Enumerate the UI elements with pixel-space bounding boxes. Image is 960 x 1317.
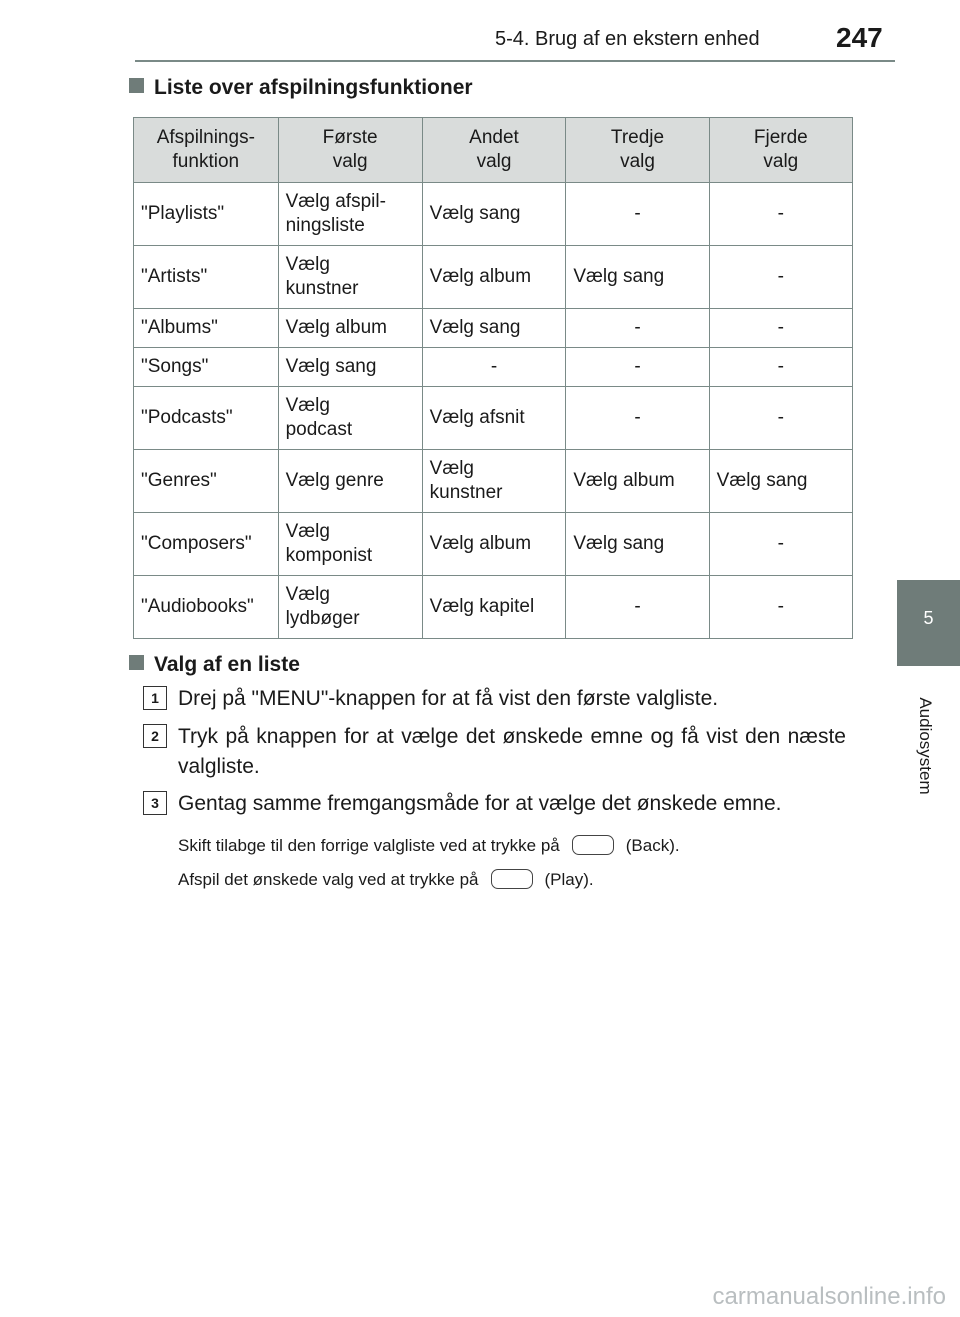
table-header-cell: Afspilnings- funktion — [134, 118, 279, 183]
table-row — [134, 576, 853, 639]
table-cell: Vælg afsnit — [422, 387, 566, 450]
chapter-number: 5 — [923, 608, 934, 628]
chapter-tab — [897, 580, 960, 666]
table-header-row — [134, 118, 853, 183]
step-number-badge: 2 — [143, 724, 167, 748]
table-cell: "Albums" — [134, 309, 279, 348]
table-cell: Vælg album — [278, 309, 422, 348]
table-row — [134, 450, 853, 513]
table-cell: - — [709, 309, 852, 348]
note-back — [178, 835, 680, 856]
table-row — [134, 246, 853, 309]
note-text: Afspil det ønskede valg ved at trykke på — [178, 870, 479, 889]
table-cell: "Podcasts" — [134, 387, 279, 450]
table-cell: - — [566, 576, 709, 639]
table-cell: "Composers" — [134, 513, 279, 576]
play-button-icon — [491, 869, 533, 889]
table-cell: "Songs" — [134, 348, 279, 387]
table-cell: - — [709, 576, 852, 639]
table-cell: Vælg album — [566, 450, 709, 513]
table-cell: Vælg lydbøger — [278, 576, 422, 639]
table-cell: Vælg sang — [422, 183, 566, 246]
square-bullet-icon — [129, 78, 144, 93]
back-button-icon — [572, 835, 614, 855]
section-heading-text: Liste over afspilningsfunktioner — [154, 76, 473, 99]
note-text: (Play). — [544, 870, 594, 889]
table-cell: - — [566, 183, 709, 246]
header-section-title: 5-4. Brug af en ekstern enhed — [495, 28, 760, 50]
table-cell: - — [709, 183, 852, 246]
table-cell: - — [709, 513, 852, 576]
table-cell: Vælg sang — [278, 348, 422, 387]
table-cell: - — [709, 348, 852, 387]
table-cell: - — [566, 387, 709, 450]
step-text: Gentag samme fremgangsmåde for at vælge det ønskede emne. — [178, 792, 782, 815]
section-heading-functions — [129, 76, 473, 100]
table-cell: Vælg sang — [566, 246, 709, 309]
table-header-cell: Andet valg — [422, 118, 566, 183]
watermark: carmanualsonline.info — [712, 1283, 946, 1310]
table-row — [134, 348, 853, 387]
table-cell: "Artists" — [134, 246, 279, 309]
table-cell: Vælg podcast — [278, 387, 422, 450]
step-number-badge: 1 — [143, 686, 167, 710]
table-cell: Vælg sang — [422, 309, 566, 348]
table-cell: Vælg album — [422, 246, 566, 309]
playback-function-table — [133, 117, 853, 639]
section-heading-text: Valg af en liste — [154, 653, 300, 676]
page-number: 247 — [836, 22, 883, 53]
table-cell: "Audiobooks" — [134, 576, 279, 639]
note-text: Skift tilabge til den forrige valgliste ved at trykke på — [178, 836, 560, 855]
chapter-label: Audiosystem — [916, 697, 935, 795]
table-row — [134, 309, 853, 348]
table-cell: Vælg kunstner — [422, 450, 566, 513]
section-heading-select — [129, 653, 300, 677]
square-bullet-icon — [129, 655, 144, 670]
table-cell: "Genres" — [134, 450, 279, 513]
step-number-badge: 3 — [143, 791, 167, 815]
table-cell: - — [422, 348, 566, 387]
table-cell: Vælg sang — [566, 513, 709, 576]
table-cell: Vælg komponist — [278, 513, 422, 576]
note-text: (Back). — [625, 836, 680, 855]
table-cell: - — [709, 387, 852, 450]
table-cell: Vælg genre — [278, 450, 422, 513]
table-row — [134, 387, 853, 450]
table-cell: Vælg sang — [709, 450, 852, 513]
note-play — [178, 869, 594, 890]
table-header-cell: Tredje valg — [566, 118, 709, 183]
table-cell: "Playlists" — [134, 183, 279, 246]
table-cell: - — [709, 246, 852, 309]
table-cell: Vælg kapitel — [422, 576, 566, 639]
step-text: Tryk på knappen for at vælge det ønskede emne og få vist den næste valgliste. — [178, 725, 846, 778]
table-row — [134, 513, 853, 576]
header-rule — [135, 60, 895, 62]
table-cell: Vælg kunstner — [278, 246, 422, 309]
table-header-cell: Fjerde valg — [709, 118, 852, 183]
table-cell: Vælg afspil- ningsliste — [278, 183, 422, 246]
step-text: Drej på "MENU"-knappen for at få vist den første valgliste. — [178, 687, 719, 710]
table-cell: Vælg album — [422, 513, 566, 576]
table-row — [134, 183, 853, 246]
table-cell: - — [566, 348, 709, 387]
table-header-cell: Første valg — [278, 118, 422, 183]
table-cell: - — [566, 309, 709, 348]
